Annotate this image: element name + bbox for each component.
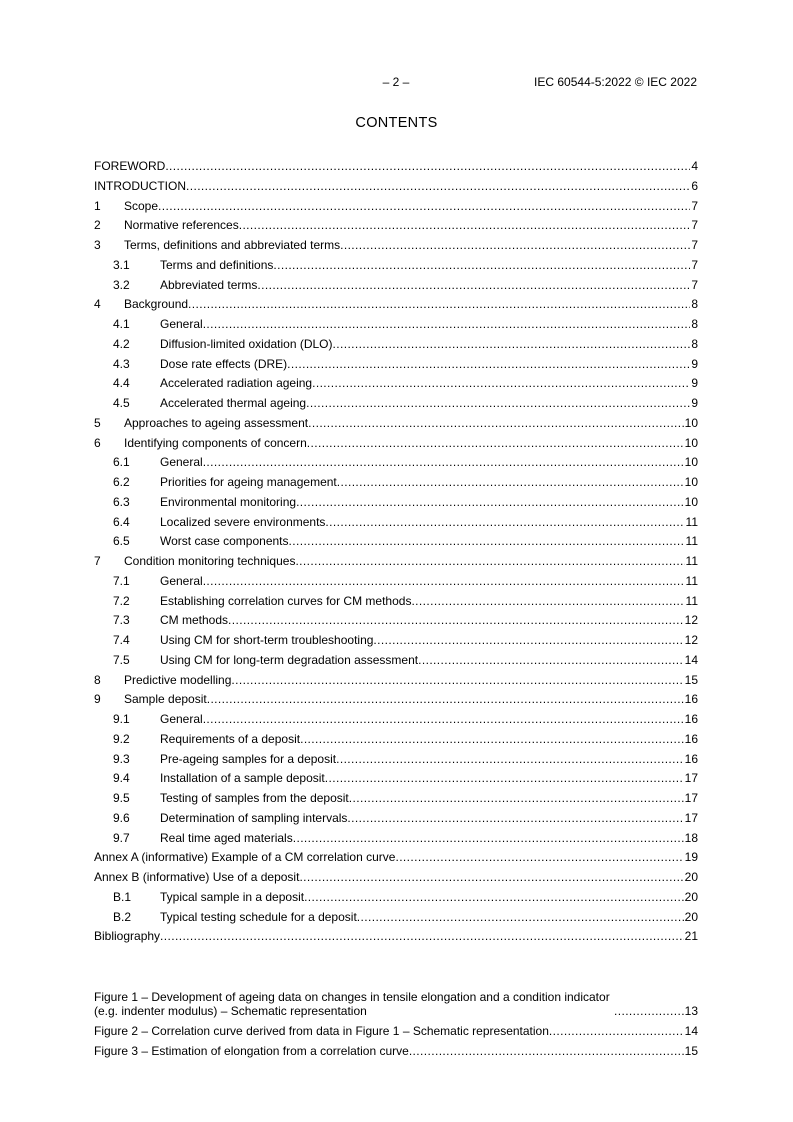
dot-leader bbox=[357, 908, 684, 928]
toc-entry[interactable] bbox=[94, 532, 698, 552]
toc-entry-page: 12 bbox=[684, 633, 698, 647]
toc-entry[interactable] bbox=[94, 177, 698, 197]
toc-entry-page: 16 bbox=[684, 712, 698, 726]
table-of-contents bbox=[94, 157, 698, 947]
toc-entry-number: 9.6 bbox=[113, 810, 130, 825]
toc-entry-number: 9.1 bbox=[113, 712, 130, 726]
toc-entry-title: Diffusion-limited oxidation (DLO) bbox=[160, 336, 333, 351]
toc-entry-title: Annex B (informative) Use of a deposit bbox=[94, 870, 300, 884]
toc-entry-page: 14 bbox=[684, 652, 698, 667]
toc-entry[interactable] bbox=[94, 611, 698, 631]
dot-leader bbox=[325, 769, 684, 789]
toc-entry-title: Establishing correlation curves for CM methods bbox=[160, 593, 412, 608]
toc-entry-page: 16 bbox=[684, 731, 698, 746]
document-id: IEC 60544-5:2022 © IEC 2022 bbox=[534, 75, 697, 89]
toc-entry[interactable] bbox=[94, 592, 698, 612]
toc-entry[interactable] bbox=[94, 256, 698, 276]
toc-entry-number: 6.2 bbox=[113, 475, 130, 489]
figure-entry-page: 14 bbox=[684, 1024, 698, 1038]
dot-leader bbox=[333, 335, 691, 355]
toc-entry[interactable] bbox=[94, 157, 698, 177]
toc-entry-page: 19 bbox=[684, 850, 698, 865]
toc-entry-title: Typical sample in a deposit bbox=[160, 889, 305, 904]
toc-entry[interactable] bbox=[94, 355, 698, 375]
toc-entry-number: 4.1 bbox=[113, 317, 130, 331]
toc-entry[interactable] bbox=[94, 493, 698, 513]
toc-entry[interactable] bbox=[94, 848, 698, 868]
toc-entry-title: Predictive modelling bbox=[124, 672, 232, 687]
toc-entry[interactable] bbox=[94, 276, 698, 296]
toc-entry-title: Identifying components of concern bbox=[124, 435, 307, 450]
figure-entry[interactable] bbox=[94, 990, 698, 1018]
toc-entry-title: Environmental monitoring bbox=[160, 494, 297, 509]
toc-entry-title: Condition monitoring techniques bbox=[124, 554, 296, 568]
toc-entry-page: 7 bbox=[691, 238, 698, 252]
figure-entry-page: 15 bbox=[684, 1044, 698, 1058]
toc-entry-title: Scope bbox=[124, 198, 159, 213]
figure-entry-title: Figure 2 – Correlation curve derived from data in Figure 1 – Schematic representation bbox=[94, 1024, 549, 1038]
toc-entry-page: 10 bbox=[684, 435, 698, 450]
toc-entry-page: 7 bbox=[691, 257, 698, 272]
toc-entry-page: 21 bbox=[684, 929, 698, 944]
toc-entry-title: Real time aged materials bbox=[160, 830, 293, 845]
toc-entry-page: 11 bbox=[685, 573, 698, 588]
toc-entry-page: 20 bbox=[684, 909, 698, 924]
toc-entry-page: 4 bbox=[691, 159, 698, 173]
dot-leader bbox=[395, 848, 683, 868]
dot-leader bbox=[273, 256, 690, 276]
toc-entry-page: 10 bbox=[684, 475, 698, 489]
dot-leader bbox=[239, 216, 691, 236]
toc-entry-number: 4.3 bbox=[113, 356, 130, 371]
dot-leader bbox=[614, 1004, 684, 1018]
toc-entry[interactable] bbox=[94, 888, 698, 908]
toc-entry[interactable] bbox=[94, 769, 698, 789]
dot-leader bbox=[312, 374, 690, 394]
toc-entry-page: 17 bbox=[684, 771, 698, 786]
toc-entry-page: 17 bbox=[684, 810, 698, 825]
toc-entry-page: 6 bbox=[691, 178, 698, 193]
toc-entry-title: Priorities for ageing management bbox=[160, 475, 337, 489]
page-number: – 2 – bbox=[382, 75, 410, 89]
toc-entry-number: 9.5 bbox=[113, 791, 130, 805]
toc-entry-title: Approaches to ageing assessment bbox=[124, 415, 309, 430]
dot-leader bbox=[165, 157, 690, 177]
toc-entry-page: 17 bbox=[684, 791, 698, 805]
dot-leader bbox=[300, 730, 684, 750]
toc-entry-number: 9.2 bbox=[113, 731, 130, 746]
toc-entry-page: 11 bbox=[685, 514, 698, 529]
dot-leader bbox=[203, 710, 684, 730]
toc-entry-number: 6.5 bbox=[113, 534, 130, 549]
toc-entry-title: Using CM for short-term troubleshooting bbox=[160, 633, 374, 647]
toc-entry[interactable] bbox=[94, 197, 698, 217]
dot-leader bbox=[418, 651, 684, 671]
toc-entry[interactable] bbox=[94, 730, 698, 750]
toc-entry-number: 8 bbox=[94, 672, 101, 687]
toc-entry-title: Localized severe environments bbox=[160, 514, 326, 529]
toc-entry-number: 3 bbox=[94, 238, 101, 252]
toc-entry[interactable] bbox=[94, 908, 698, 928]
list-of-figures bbox=[94, 990, 698, 1064]
toc-entry[interactable] bbox=[94, 789, 698, 809]
dot-leader bbox=[293, 829, 684, 849]
figure-entry-title: Figure 1 – Development of ageing data on changes in tensile elongation and a condition indicator (e.g. indenter modulus) – Schematic representation bbox=[94, 990, 610, 1018]
toc-entry-title: Sample deposit bbox=[124, 692, 207, 707]
dot-leader bbox=[411, 592, 684, 612]
dot-leader bbox=[207, 690, 684, 710]
toc-entry-number: 9.3 bbox=[113, 751, 130, 766]
toc-entry-number: 9.4 bbox=[113, 771, 130, 786]
toc-entry[interactable] bbox=[94, 651, 698, 671]
toc-entry-title: Installation of a sample deposit bbox=[160, 771, 325, 786]
toc-entry-number: B.1 bbox=[113, 889, 132, 904]
toc-entry-page: 9 bbox=[691, 376, 698, 391]
dot-leader bbox=[188, 295, 690, 315]
toc-entry-page: 9 bbox=[691, 356, 698, 371]
toc-entry-title: Worst case components bbox=[160, 534, 289, 549]
dot-leader bbox=[203, 315, 691, 335]
toc-entry[interactable] bbox=[94, 513, 698, 533]
toc-entry-title: Accelerated radiation ageing bbox=[160, 376, 313, 391]
toc-entry[interactable] bbox=[94, 434, 698, 454]
toc-entry-title: General bbox=[160, 573, 203, 588]
toc-entry-title: Accelerated thermal ageing bbox=[160, 396, 307, 410]
toc-entry-title: Normative references bbox=[124, 218, 239, 233]
figure-entry-page: 13 bbox=[684, 1004, 698, 1018]
contents-heading: CONTENTS bbox=[355, 115, 438, 131]
dot-leader bbox=[347, 809, 683, 829]
toc-entry[interactable] bbox=[94, 453, 698, 473]
toc-entry[interactable] bbox=[94, 236, 698, 256]
toc-entry[interactable] bbox=[94, 690, 698, 710]
toc-entry-page: 18 bbox=[684, 830, 698, 845]
dot-leader bbox=[409, 1044, 684, 1058]
toc-entry[interactable] bbox=[94, 671, 698, 691]
toc-entry[interactable] bbox=[94, 295, 698, 315]
toc-entry-title: Determination of sampling intervals bbox=[160, 810, 348, 825]
toc-entry-page: 7 bbox=[691, 218, 698, 233]
dot-leader bbox=[158, 197, 690, 217]
dot-leader bbox=[336, 750, 684, 770]
figure-entry-title: Figure 3 – Estimation of elongation from a correlation curve bbox=[94, 1044, 409, 1058]
toc-entry-number: 7 bbox=[94, 554, 101, 568]
toc-entry-page: 11 bbox=[685, 554, 698, 568]
dot-leader bbox=[373, 631, 683, 651]
dot-leader bbox=[308, 414, 684, 434]
toc-entry-title: Testing of samples from the deposit bbox=[160, 791, 349, 805]
dot-leader bbox=[228, 611, 684, 631]
toc-entry-title: INTRODUCTION bbox=[94, 178, 186, 193]
dot-leader bbox=[257, 276, 690, 296]
toc-entry[interactable] bbox=[94, 315, 698, 335]
toc-entry-page: 20 bbox=[684, 870, 698, 884]
toc-entry-title: Dose rate effects (DRE) bbox=[160, 356, 288, 371]
toc-entry-page: 8 bbox=[691, 297, 698, 312]
toc-entry-title: General bbox=[160, 455, 203, 470]
toc-entry-number: 6.1 bbox=[113, 455, 130, 470]
toc-entry-page: 11 bbox=[685, 534, 698, 549]
toc-entry-number: 6 bbox=[94, 435, 101, 450]
toc-entry-title: CM methods bbox=[160, 613, 229, 628]
toc-entry-page: 12 bbox=[684, 613, 698, 628]
dot-leader bbox=[203, 453, 684, 473]
toc-entry-number: 9.7 bbox=[113, 830, 130, 845]
toc-entry[interactable] bbox=[94, 710, 698, 730]
toc-entry[interactable] bbox=[94, 829, 698, 849]
toc-entry-number: 7.3 bbox=[113, 613, 130, 628]
toc-entry[interactable] bbox=[94, 631, 698, 651]
toc-entry-page: 10 bbox=[684, 455, 698, 470]
toc-entry-page: 16 bbox=[684, 692, 698, 707]
toc-entry-title: Terms and definitions bbox=[160, 257, 274, 272]
toc-entry[interactable] bbox=[94, 473, 698, 493]
toc-entry-title: Using CM for long-term degradation assessment bbox=[160, 652, 419, 667]
dot-leader bbox=[340, 236, 690, 256]
toc-entry-title: Bibliography bbox=[94, 929, 161, 944]
dot-leader bbox=[296, 493, 684, 513]
toc-entry-page: 7 bbox=[691, 198, 698, 213]
toc-entry-title: Background bbox=[124, 297, 189, 312]
dot-leader bbox=[549, 1024, 684, 1038]
toc-entry-number: 5 bbox=[94, 415, 101, 430]
figure-entry[interactable] bbox=[94, 1044, 698, 1058]
toc-entry-title: General bbox=[160, 712, 203, 726]
toc-entry[interactable] bbox=[94, 394, 698, 414]
toc-entry-page: 11 bbox=[685, 593, 698, 608]
toc-entry-title: Typical testing schedule for a deposit bbox=[160, 909, 357, 924]
dot-leader bbox=[289, 532, 685, 552]
toc-entry-page: 16 bbox=[684, 751, 698, 766]
toc-entry-page: 8 bbox=[691, 317, 698, 331]
toc-entry-number: 4.5 bbox=[113, 396, 130, 410]
dot-leader bbox=[203, 572, 685, 592]
dot-leader bbox=[186, 177, 690, 197]
dot-leader bbox=[337, 473, 684, 493]
toc-entry-number: 6.4 bbox=[113, 514, 130, 529]
toc-entry-number: 4 bbox=[94, 297, 101, 312]
toc-entry[interactable] bbox=[94, 414, 698, 434]
dot-leader bbox=[325, 513, 684, 533]
toc-entry-page: 10 bbox=[684, 415, 698, 430]
toc-entry-number: 9 bbox=[94, 692, 101, 707]
toc-entry[interactable] bbox=[94, 335, 698, 355]
toc-entry-title: FOREWORD bbox=[94, 159, 166, 173]
toc-entry[interactable] bbox=[94, 868, 698, 888]
dot-leader bbox=[306, 394, 690, 414]
toc-entry[interactable] bbox=[94, 374, 698, 394]
toc-entry-number: 6.3 bbox=[113, 494, 130, 509]
toc-entry-number: 1 bbox=[94, 198, 101, 213]
toc-entry-page: 20 bbox=[684, 889, 698, 904]
toc-entry[interactable] bbox=[94, 216, 698, 236]
toc-entry[interactable] bbox=[94, 809, 698, 829]
toc-entry[interactable] bbox=[94, 552, 698, 572]
toc-entry-title: Requirements of a deposit bbox=[160, 731, 301, 746]
toc-entry-title: Terms, definitions and abbreviated terms bbox=[124, 238, 341, 252]
dot-leader bbox=[299, 868, 683, 888]
toc-entry-page: 7 bbox=[691, 277, 698, 292]
dot-leader bbox=[287, 355, 690, 375]
dot-leader bbox=[307, 434, 684, 454]
dot-leader bbox=[295, 552, 684, 572]
toc-entry-number: 4.4 bbox=[113, 376, 130, 391]
toc-entry-number: 7.2 bbox=[113, 593, 130, 608]
toc-entry-number: 3.1 bbox=[113, 257, 130, 272]
toc-entry-page: 15 bbox=[684, 672, 698, 687]
toc-entry-number: 7.5 bbox=[113, 652, 130, 667]
toc-entry[interactable] bbox=[94, 750, 698, 770]
toc-entry-title: Abbreviated terms bbox=[160, 277, 258, 292]
toc-entry-title: General bbox=[160, 317, 203, 331]
toc-entry-number: 2 bbox=[94, 218, 101, 233]
toc-entry[interactable] bbox=[94, 572, 698, 592]
toc-entry-number: 3.2 bbox=[113, 277, 130, 292]
toc-entry-title: Annex A (informative) Example of a CM correlation curve bbox=[94, 850, 396, 865]
dot-leader bbox=[231, 671, 683, 691]
dot-leader bbox=[160, 927, 684, 947]
figure-entry[interactable] bbox=[94, 1024, 698, 1038]
dot-leader bbox=[304, 888, 684, 908]
toc-entry-number: 7.4 bbox=[113, 633, 130, 647]
toc-entry-page: 9 bbox=[691, 396, 698, 410]
toc-entry-title: Pre-ageing samples for a deposit bbox=[160, 751, 337, 766]
toc-entry-page: 8 bbox=[691, 336, 698, 351]
toc-entry-number: 4.2 bbox=[113, 336, 130, 351]
dot-leader bbox=[349, 789, 684, 809]
toc-entry-number: B.2 bbox=[113, 909, 132, 924]
toc-entry[interactable] bbox=[94, 927, 698, 947]
page-header bbox=[0, 75, 793, 93]
toc-entry-number: 7.1 bbox=[113, 573, 130, 588]
toc-entry-page: 10 bbox=[684, 494, 698, 509]
